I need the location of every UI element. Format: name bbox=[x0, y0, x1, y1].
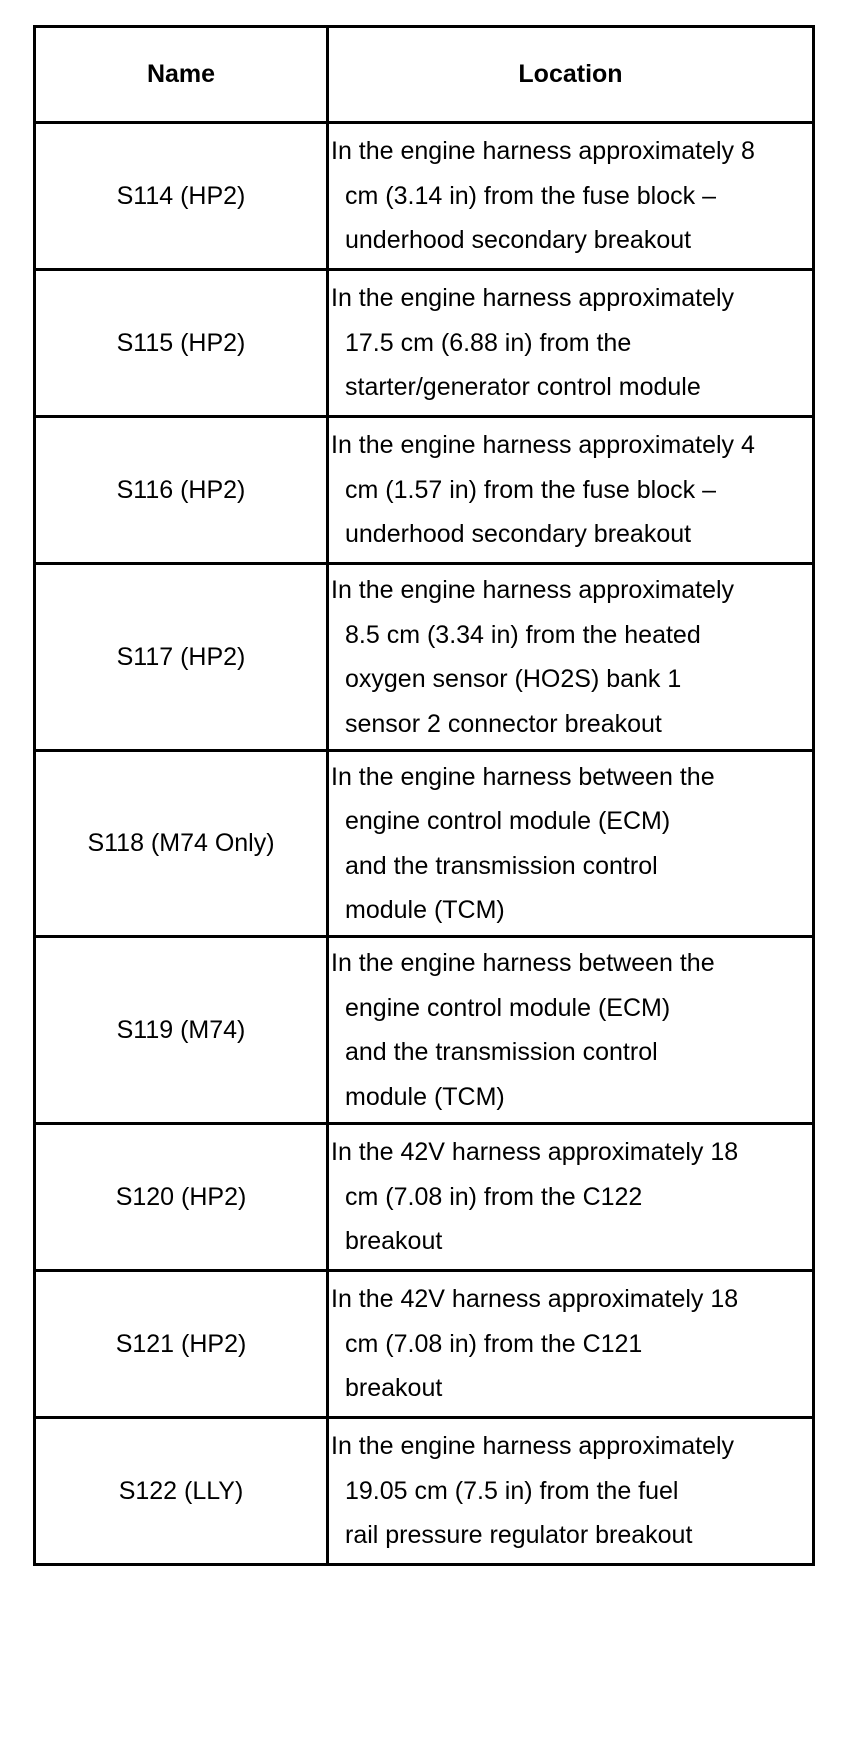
splice-location-cell bbox=[328, 937, 814, 1124]
splice-name-cell: S115 (HP2) bbox=[35, 270, 328, 417]
location-text-line: engine control module (ECM) bbox=[345, 993, 671, 1022]
location-text-line: In the engine harness between the bbox=[331, 949, 715, 977]
column-header-name: Name bbox=[35, 27, 328, 123]
location-text-line: In the engine harness approximately bbox=[331, 1432, 735, 1461]
splice-location-cell bbox=[328, 123, 814, 270]
splice-location-table bbox=[33, 25, 815, 1566]
header-row bbox=[35, 27, 814, 123]
location-text-line: 19.05 cm (7.5 in) from the fuel bbox=[345, 1476, 679, 1505]
location-text-line: In the engine harness between the bbox=[331, 762, 715, 791]
location-text-line: 17.5 cm (6.88 in) from the bbox=[345, 328, 632, 357]
location-text-line: and the transmission control bbox=[345, 851, 658, 880]
location-text-line: cm (3.14 in) from the fuse block – bbox=[345, 181, 716, 210]
table-row bbox=[35, 937, 814, 1124]
splice-location-cell bbox=[328, 270, 814, 417]
splice-location-cell bbox=[328, 1418, 814, 1565]
table-row bbox=[35, 1124, 814, 1271]
location-text-line: cm (7.08 in) from the C121 bbox=[345, 1329, 643, 1358]
location-text-line: In the 42V harness approximately 18 bbox=[331, 1138, 739, 1167]
location-text-line: and the transmission control bbox=[345, 1038, 658, 1066]
location-text-line: 8.5 cm (3.34 in) from the heated bbox=[345, 620, 701, 649]
splice-location-cell bbox=[328, 564, 814, 751]
splice-location-cell bbox=[328, 751, 814, 937]
table-row bbox=[35, 1271, 814, 1418]
table-row bbox=[35, 751, 814, 937]
splice-name-cell: S116 (HP2) bbox=[35, 417, 328, 564]
location-text-line: engine control module (ECM) bbox=[345, 807, 671, 835]
location-text-line: In the engine harness approximately 8 bbox=[331, 137, 755, 166]
splice-name-cell: S122 (LLY) bbox=[35, 1418, 328, 1565]
location-text-line: oxygen sensor (HO2S) bank 1 bbox=[345, 665, 682, 693]
location-text-line: sensor 2 connector breakout bbox=[345, 709, 662, 738]
location-text-line: In the engine harness approximately bbox=[331, 284, 735, 313]
splice-location-cell bbox=[328, 417, 814, 564]
location-text-line: cm (7.08 in) from the C122 bbox=[345, 1182, 643, 1211]
location-text-line: In the engine harness approximately 4 bbox=[331, 431, 755, 460]
location-text-line: breakout bbox=[345, 1227, 443, 1256]
location-text-line: underhood secondary breakout bbox=[345, 226, 692, 255]
location-text-line: breakout bbox=[345, 1374, 443, 1403]
location-text-line: module (TCM) bbox=[345, 896, 505, 924]
table-row bbox=[35, 270, 814, 417]
splice-name-cell: S121 (HP2) bbox=[35, 1271, 328, 1418]
location-text-line: starter/generator control module bbox=[345, 373, 701, 402]
table-row bbox=[35, 417, 814, 564]
splice-name-cell: S114 (HP2) bbox=[35, 123, 328, 270]
location-text-line: module (TCM) bbox=[345, 1082, 505, 1111]
splice-name-cell: S119 (M74) bbox=[35, 937, 328, 1124]
splice-name-cell: S117 (HP2) bbox=[35, 564, 328, 751]
table-row bbox=[35, 564, 814, 751]
location-text-line: underhood secondary breakout bbox=[345, 520, 692, 549]
column-header-location: Location bbox=[328, 27, 814, 123]
splice-name-cell: S120 (HP2) bbox=[35, 1124, 328, 1271]
location-text-line: In the engine harness approximately bbox=[331, 576, 735, 604]
splice-location-cell bbox=[328, 1124, 814, 1271]
splice-location-cell bbox=[328, 1271, 814, 1418]
table-row bbox=[35, 123, 814, 270]
table-header bbox=[35, 27, 814, 123]
table-row bbox=[35, 1418, 814, 1565]
location-text-line: cm (1.57 in) from the fuse block – bbox=[345, 475, 716, 504]
table-body bbox=[35, 123, 814, 1565]
splice-name-cell: S118 (M74 Only) bbox=[35, 751, 328, 937]
location-text-line: rail pressure regulator breakout bbox=[345, 1521, 693, 1550]
location-text-line: In the 42V harness approximately 18 bbox=[331, 1285, 739, 1314]
